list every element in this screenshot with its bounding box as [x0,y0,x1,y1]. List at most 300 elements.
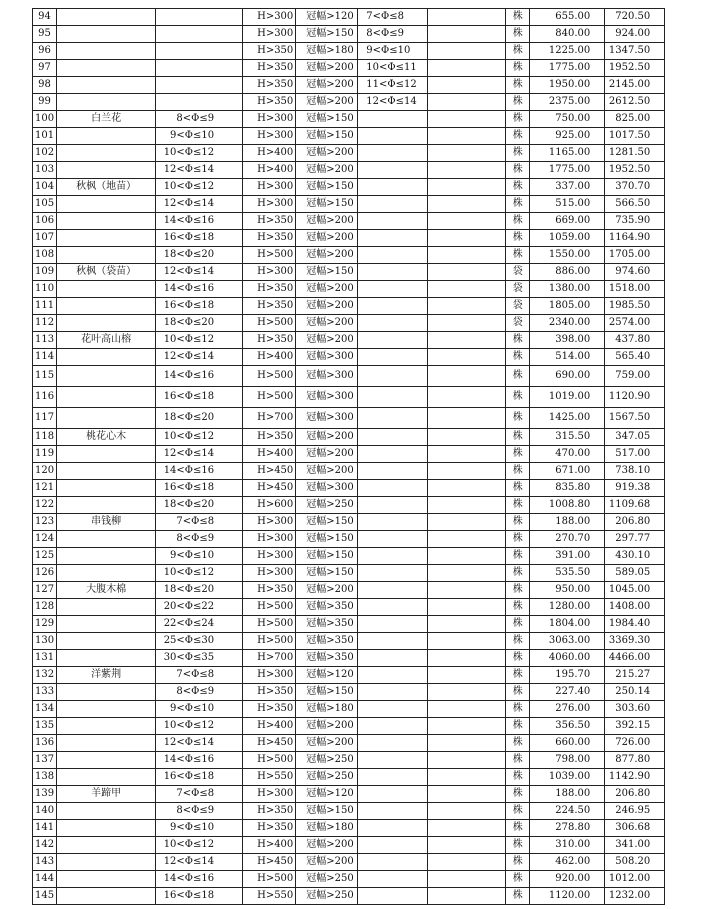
row-number-cell: 112 [33,315,57,332]
blank-cell [428,247,506,264]
diameter-cell: 16<Φ≤18 [156,230,243,247]
crown-width-cell: 冠幅>200 [296,213,358,230]
row-number-cell: 113 [33,332,57,349]
table-row [33,718,665,735]
row-number-cell: 127 [33,582,57,599]
diameter-cell [156,43,243,60]
crown-width-cell: 冠幅>150 [296,803,358,820]
plant-name-cell [57,616,156,633]
row-number-cell: 94 [33,9,57,26]
price-incl-cell: 2145.00 [605,77,665,94]
price-cell: 270.70 [530,531,605,548]
plant-name-cell [57,735,156,752]
crown-width-cell: 冠幅>150 [296,684,358,701]
price-cell: 1550.00 [530,247,605,264]
row-number-cell: 117 [33,408,57,429]
unit-cell: 株 [506,718,530,735]
unit-cell: 株 [506,820,530,837]
price-cell: 462.00 [530,854,605,871]
price-cell: 1380.00 [530,281,605,298]
table-row [33,387,665,408]
unit-cell: 株 [506,514,530,531]
height-cell: H>350 [243,60,296,77]
row-number-cell: 134 [33,701,57,718]
table-row [33,854,665,871]
extra-spec-cell: 9<Φ≤10 [358,43,428,60]
blank-cell [428,888,506,905]
diameter-cell: 16<Φ≤18 [156,298,243,315]
price-table [32,8,665,905]
height-cell: H>400 [243,162,296,179]
height-cell: H>500 [243,871,296,888]
row-number-cell: 111 [33,298,57,315]
blank-cell [428,349,506,366]
crown-width-cell: 冠幅>200 [296,298,358,315]
crown-width-cell: 冠幅>200 [296,230,358,247]
blank-cell [428,854,506,871]
height-cell: H>350 [243,281,296,298]
diameter-cell: 18<Φ≤20 [156,247,243,264]
blank-cell [428,332,506,349]
price-incl-cell: 919.38 [605,480,665,497]
unit-cell: 株 [506,111,530,128]
row-number-cell: 128 [33,599,57,616]
row-number-cell: 119 [33,446,57,463]
unit-cell: 株 [506,179,530,196]
price-incl-cell: 759.00 [605,366,665,387]
unit-cell: 株 [506,548,530,565]
row-number-cell: 136 [33,735,57,752]
extra-spec-cell [358,196,428,213]
diameter-cell: 10<Φ≤12 [156,145,243,162]
diameter-cell [156,77,243,94]
diameter-cell: 12<Φ≤14 [156,349,243,366]
diameter-cell: 10<Φ≤12 [156,837,243,854]
price-cell: 925.00 [530,128,605,145]
height-cell: H>400 [243,145,296,162]
plant-name-cell [57,820,156,837]
unit-cell: 株 [506,854,530,871]
price-incl-cell: 206.80 [605,514,665,531]
row-number-cell: 138 [33,769,57,786]
crown-width-cell: 冠幅>350 [296,599,358,616]
height-cell: H>300 [243,565,296,582]
height-cell: H>350 [243,77,296,94]
unit-cell: 株 [506,60,530,77]
extra-spec-cell [358,408,428,429]
price-incl-cell: 1408.00 [605,599,665,616]
extra-spec-cell: 7<Φ≤8 [358,9,428,26]
unit-cell: 袋 [506,298,530,315]
crown-width-cell: 冠幅>120 [296,667,358,684]
height-cell: H>700 [243,650,296,667]
extra-spec-cell [358,752,428,769]
diameter-cell: 10<Φ≤12 [156,429,243,446]
extra-spec-cell [358,332,428,349]
plant-name-cell [57,463,156,480]
crown-width-cell: 冠幅>200 [296,94,358,111]
price-cell: 1775.00 [530,60,605,77]
diameter-cell: 30<Φ≤35 [156,650,243,667]
blank-cell [428,650,506,667]
plant-name-cell: 洋紫荆 [57,667,156,684]
diameter-cell: 14<Φ≤16 [156,463,243,480]
plant-name-cell [57,888,156,905]
plant-name-cell [57,837,156,854]
price-incl-cell: 437.80 [605,332,665,349]
height-cell: H>600 [243,497,296,514]
extra-spec-cell [358,837,428,854]
unit-cell: 株 [506,735,530,752]
diameter-cell [156,94,243,111]
price-incl-cell: 517.00 [605,446,665,463]
price-incl-cell: 341.00 [605,837,665,854]
diameter-cell: 14<Φ≤16 [156,871,243,888]
price-cell: 886.00 [530,264,605,281]
price-incl-cell: 1952.50 [605,60,665,77]
crown-width-cell: 冠幅>200 [296,463,358,480]
plant-name-cell [57,408,156,429]
blank-cell [428,179,506,196]
table-row [33,281,665,298]
row-number-cell: 126 [33,565,57,582]
extra-spec-cell: 10<Φ≤11 [358,60,428,77]
extra-spec-cell [358,599,428,616]
unit-cell: 株 [506,128,530,145]
crown-width-cell: 冠幅>200 [296,429,358,446]
blank-cell [428,718,506,735]
unit-cell: 株 [506,196,530,213]
table-row [33,667,665,684]
extra-spec-cell [358,701,428,718]
price-incl-cell: 1985.50 [605,298,665,315]
extra-spec-cell [358,111,428,128]
blank-cell [428,387,506,408]
crown-width-cell: 冠幅>200 [296,315,358,332]
table-row [33,548,665,565]
height-cell: H>300 [243,548,296,565]
extra-spec-cell [358,871,428,888]
price-incl-cell: 1281.50 [605,145,665,162]
table-row [33,230,665,247]
blank-cell [428,213,506,230]
price-incl-cell: 1984.40 [605,616,665,633]
crown-width-cell: 冠幅>150 [296,264,358,281]
crown-width-cell: 冠幅>180 [296,701,358,718]
price-cell: 398.00 [530,332,605,349]
blank-cell [428,803,506,820]
extra-spec-cell [358,633,428,650]
height-cell: H>300 [243,786,296,803]
crown-width-cell: 冠幅>200 [296,837,358,854]
extra-spec-cell [358,366,428,387]
price-incl-cell: 4466.00 [605,650,665,667]
unit-cell: 株 [506,616,530,633]
extra-spec-cell [358,349,428,366]
price-incl-cell: 825.00 [605,111,665,128]
price-incl-cell: 508.20 [605,854,665,871]
price-incl-cell: 1045.00 [605,582,665,599]
table-row [33,786,665,803]
price-cell: 920.00 [530,871,605,888]
table-row [33,332,665,349]
height-cell: H>550 [243,888,296,905]
diameter-cell: 9<Φ≤10 [156,701,243,718]
crown-width-cell: 冠幅>350 [296,633,358,650]
diameter-cell: 7<Φ≤8 [156,786,243,803]
table-row [33,145,665,162]
extra-spec-cell [358,230,428,247]
height-cell: H>450 [243,480,296,497]
row-number-cell: 141 [33,820,57,837]
price-incl-cell: 1232.00 [605,888,665,905]
blank-cell [428,752,506,769]
crown-width-cell: 冠幅>300 [296,366,358,387]
table-row [33,497,665,514]
unit-cell: 株 [506,332,530,349]
height-cell: H>550 [243,769,296,786]
table-row [33,128,665,145]
blank-cell [428,429,506,446]
height-cell: H>350 [243,230,296,247]
plant-name-cell [57,854,156,871]
table-row [33,349,665,366]
table-row [33,565,665,582]
table-row [33,803,665,820]
row-number-cell: 124 [33,531,57,548]
row-number-cell: 110 [33,281,57,298]
row-number-cell: 133 [33,684,57,701]
table-row [33,366,665,387]
price-incl-cell: 1518.00 [605,281,665,298]
diameter-cell: 16<Φ≤18 [156,769,243,786]
height-cell: H>350 [243,213,296,230]
price-cell: 227.40 [530,684,605,701]
row-number-cell: 100 [33,111,57,128]
plant-name-cell [57,26,156,43]
crown-width-cell: 冠幅>300 [296,387,358,408]
unit-cell: 株 [506,463,530,480]
height-cell: H>300 [243,531,296,548]
table-row [33,871,665,888]
plant-name-cell [57,281,156,298]
unit-cell: 株 [506,599,530,616]
diameter-cell: 18<Φ≤20 [156,582,243,599]
price-incl-cell: 566.50 [605,196,665,213]
unit-cell: 株 [506,633,530,650]
row-number-cell: 122 [33,497,57,514]
unit-cell: 株 [506,769,530,786]
plant-name-cell [57,633,156,650]
diameter-cell: 12<Φ≤14 [156,196,243,213]
row-number-cell: 132 [33,667,57,684]
price-cell: 470.00 [530,446,605,463]
height-cell: H>350 [243,429,296,446]
plant-name-cell [57,769,156,786]
plant-name-cell [57,480,156,497]
price-cell: 2340.00 [530,315,605,332]
height-cell: H>700 [243,408,296,429]
blank-cell [428,43,506,60]
unit-cell: 株 [506,77,530,94]
unit-cell: 株 [506,429,530,446]
blank-cell [428,701,506,718]
extra-spec-cell [358,446,428,463]
crown-width-cell: 冠幅>180 [296,820,358,837]
price-cell: 195.70 [530,667,605,684]
plant-name-cell [57,94,156,111]
height-cell: H>350 [243,332,296,349]
extra-spec-cell [358,315,428,332]
plant-name-cell: 秋枫（袋苗） [57,264,156,281]
height-cell: H>500 [243,387,296,408]
table-row [33,888,665,905]
row-number-cell: 101 [33,128,57,145]
blank-cell [428,281,506,298]
diameter-cell: 9<Φ≤10 [156,128,243,145]
plant-name-cell: 白兰花 [57,111,156,128]
price-cell: 514.00 [530,349,605,366]
extra-spec-cell [358,463,428,480]
row-number-cell: 116 [33,387,57,408]
extra-spec-cell: 12<Φ≤14 [358,94,428,111]
diameter-cell: 18<Φ≤20 [156,497,243,514]
plant-name-cell [57,247,156,264]
plant-name-cell: 桃花心木 [57,429,156,446]
diameter-cell: 12<Φ≤14 [156,854,243,871]
price-incl-cell: 303.60 [605,701,665,718]
price-cell: 750.00 [530,111,605,128]
plant-name-cell [57,497,156,514]
plant-name-cell [57,387,156,408]
diameter-cell: 14<Φ≤16 [156,281,243,298]
height-cell: H>300 [243,667,296,684]
height-cell: H>300 [243,128,296,145]
blank-cell [428,463,506,480]
price-cell: 188.00 [530,514,605,531]
plant-name-cell: 羊蹄甲 [57,786,156,803]
blank-cell [428,633,506,650]
crown-width-cell: 冠幅>200 [296,854,358,871]
row-number-cell: 114 [33,349,57,366]
price-incl-cell: 1109.68 [605,497,665,514]
plant-name-cell: 大腹木棉 [57,582,156,599]
crown-width-cell: 冠幅>150 [296,111,358,128]
plant-name-cell [57,752,156,769]
unit-cell: 株 [506,446,530,463]
unit-cell: 株 [506,701,530,718]
table-row [33,26,665,43]
price-incl-cell: 347.05 [605,429,665,446]
extra-spec-cell [358,145,428,162]
price-incl-cell: 297.77 [605,531,665,548]
diameter-cell [156,60,243,77]
row-number-cell: 97 [33,60,57,77]
blank-cell [428,599,506,616]
plant-name-cell [57,213,156,230]
plant-name-cell: 花叶高山榕 [57,332,156,349]
table-row [33,179,665,196]
price-incl-cell: 726.00 [605,735,665,752]
price-cell: 535.50 [530,565,605,582]
plant-name-cell [57,701,156,718]
height-cell: H>350 [243,701,296,718]
plant-name-cell [57,196,156,213]
diameter-cell: 9<Φ≤10 [156,548,243,565]
diameter-cell: 10<Φ≤12 [156,565,243,582]
diameter-cell: 8<Φ≤9 [156,803,243,820]
height-cell: H>350 [243,298,296,315]
blank-cell [428,497,506,514]
extra-spec-cell [358,650,428,667]
table-row [33,60,665,77]
crown-width-cell: 冠幅>150 [296,179,358,196]
height-cell: H>300 [243,264,296,281]
row-number-cell: 107 [33,230,57,247]
extra-spec-cell [358,769,428,786]
unit-cell: 株 [506,94,530,111]
unit-cell: 株 [506,786,530,803]
unit-cell: 株 [506,349,530,366]
blank-cell [428,582,506,599]
height-cell: H>450 [243,854,296,871]
table-row [33,264,665,281]
table-row [33,650,665,667]
table-row [33,616,665,633]
price-cell: 515.00 [530,196,605,213]
blank-cell [428,94,506,111]
diameter-cell: 10<Φ≤12 [156,332,243,349]
height-cell: H>300 [243,514,296,531]
diameter-cell: 12<Φ≤14 [156,446,243,463]
blank-cell [428,230,506,247]
row-number-cell: 145 [33,888,57,905]
plant-name-cell [57,298,156,315]
price-incl-cell: 720.50 [605,9,665,26]
price-incl-cell: 565.40 [605,349,665,366]
diameter-cell: 10<Φ≤12 [156,179,243,196]
table-row [33,315,665,332]
extra-spec-cell [358,735,428,752]
height-cell: H>500 [243,752,296,769]
plant-name-cell [57,548,156,565]
table-row [33,196,665,213]
blank-cell [428,667,506,684]
height-cell: H>350 [243,803,296,820]
extra-spec-cell: 8<Φ≤9 [358,26,428,43]
price-cell: 671.00 [530,463,605,480]
plant-name-cell [57,531,156,548]
height-cell: H>500 [243,247,296,264]
blank-cell [428,298,506,315]
unit-cell: 株 [506,408,530,429]
unit-cell: 株 [506,213,530,230]
unit-cell: 株 [506,565,530,582]
price-cell: 1950.00 [530,77,605,94]
price-cell: 1165.00 [530,145,605,162]
plant-name-cell [57,446,156,463]
row-number-cell: 121 [33,480,57,497]
blank-cell [428,77,506,94]
blank-cell [428,60,506,77]
price-incl-cell: 1164.90 [605,230,665,247]
price-cell: 188.00 [530,786,605,803]
price-cell: 310.00 [530,837,605,854]
table-row [33,463,665,480]
diameter-cell: 14<Φ≤16 [156,366,243,387]
diameter-cell: 14<Φ≤16 [156,752,243,769]
extra-spec-cell [358,213,428,230]
